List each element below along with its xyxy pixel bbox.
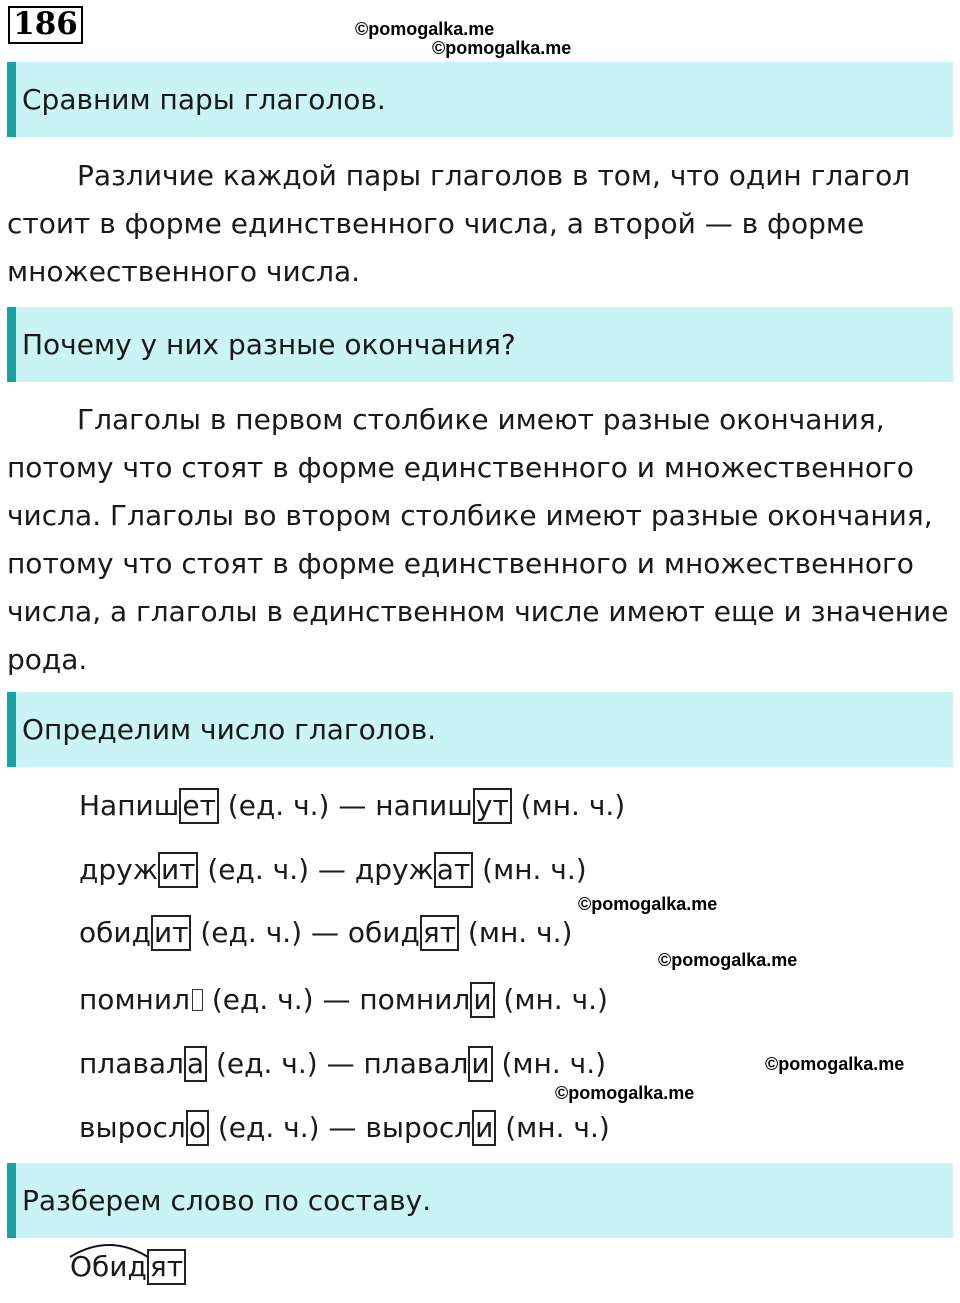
grammar-note: (ед. ч.) — [202,983,360,1016]
word-parse [70,1247,186,1287]
ending-box: ут [473,788,512,824]
watermark: ©pomogalka.me [555,1083,695,1103]
ending-box: и [472,1110,496,1146]
grammar-note: (мн. ч.) [459,916,573,949]
watermark: ©pomogalka.me [658,950,798,970]
grammar-note: (мн. ч.) [473,853,587,886]
ending-box: ет [179,788,219,824]
verb-pair-row [79,913,572,953]
grammar-note: (мн. ч.) [496,1111,610,1144]
section-heading-why: Почему у них разные окончания? [7,307,953,382]
ending-box: а [184,1046,207,1082]
grammar-note: (мн. ч.) [511,789,626,822]
word-root-text: Обид [70,1250,147,1283]
verb-stem: помнил [359,983,471,1016]
section-heading-number: Определим число глаголов. [7,692,953,767]
task-number: 186 [8,6,83,44]
zero-ending-box [192,989,203,1011]
grammar-note: (ед. ч.) — [208,1111,366,1144]
verb-stem: плавал [79,1047,184,1080]
verb-pair-row [79,1108,610,1148]
verb-pair-row [79,980,608,1020]
word-ending-box: ят [147,1249,186,1285]
watermark: ©pomogalka.me [355,19,495,39]
section-heading-parse: Разберем слово по составу. [7,1163,953,1238]
ending-box: ит [151,915,192,951]
ending-box: ит [158,852,199,888]
root-arc-icon [68,1239,150,1259]
verb-stem: обид [347,916,420,949]
grammar-note: (мн. ч.) [494,983,608,1016]
verb-stem: напиш [375,789,473,822]
verb-pair-row [79,850,587,890]
verb-stem: Напиш [79,789,180,822]
grammar-note: (мн. ч.) [492,1047,607,1080]
verb-stem: обид [79,916,151,949]
verb-pair-row [79,1044,606,1084]
watermark: ©pomogalka.me [578,894,718,914]
watermark: ©pomogalka.me [765,1054,905,1074]
compare-answer-text: Различие каждой пары глаголов в том, что один глагол стоит в форме единственного числа, а второй — в форме множественного числа. [7,159,911,288]
verb-stem: выросл [79,1111,186,1144]
grammar-note: (ед. ч.) — [218,789,376,822]
ending-box: ят [420,915,459,951]
why-answer-text: Глаголы в первом столбике имеют разные окончания, потому что стоят в форме единственного и множественного числа. Глаголы во втором столбике имеют разные окончания, потому что стоят в форме единственного и множественного числа, а глаголы в единственном числе имеют еще и значение рода. [7,403,949,676]
verb-pair-row [79,786,625,826]
verb-stem: выросл [365,1111,473,1144]
grammar-note: (ед. ч.) — [191,916,348,949]
word-root [70,1247,147,1287]
section-heading-compare: Сравним пары глаголов. [7,62,953,137]
verb-stem: друж [79,853,158,886]
verb-stem: плавал [363,1047,469,1080]
verb-stem: помнил [79,983,190,1016]
ending-box: и [468,1046,492,1082]
verb-stem: друж [354,853,434,886]
grammar-note: (ед. ч.) — [198,853,355,886]
ending-box: и [470,982,494,1018]
ending-box: ат [434,852,473,888]
watermark: ©pomogalka.me [432,38,572,58]
grammar-note: (ед. ч.) — [207,1047,364,1080]
ending-box: о [186,1110,209,1146]
